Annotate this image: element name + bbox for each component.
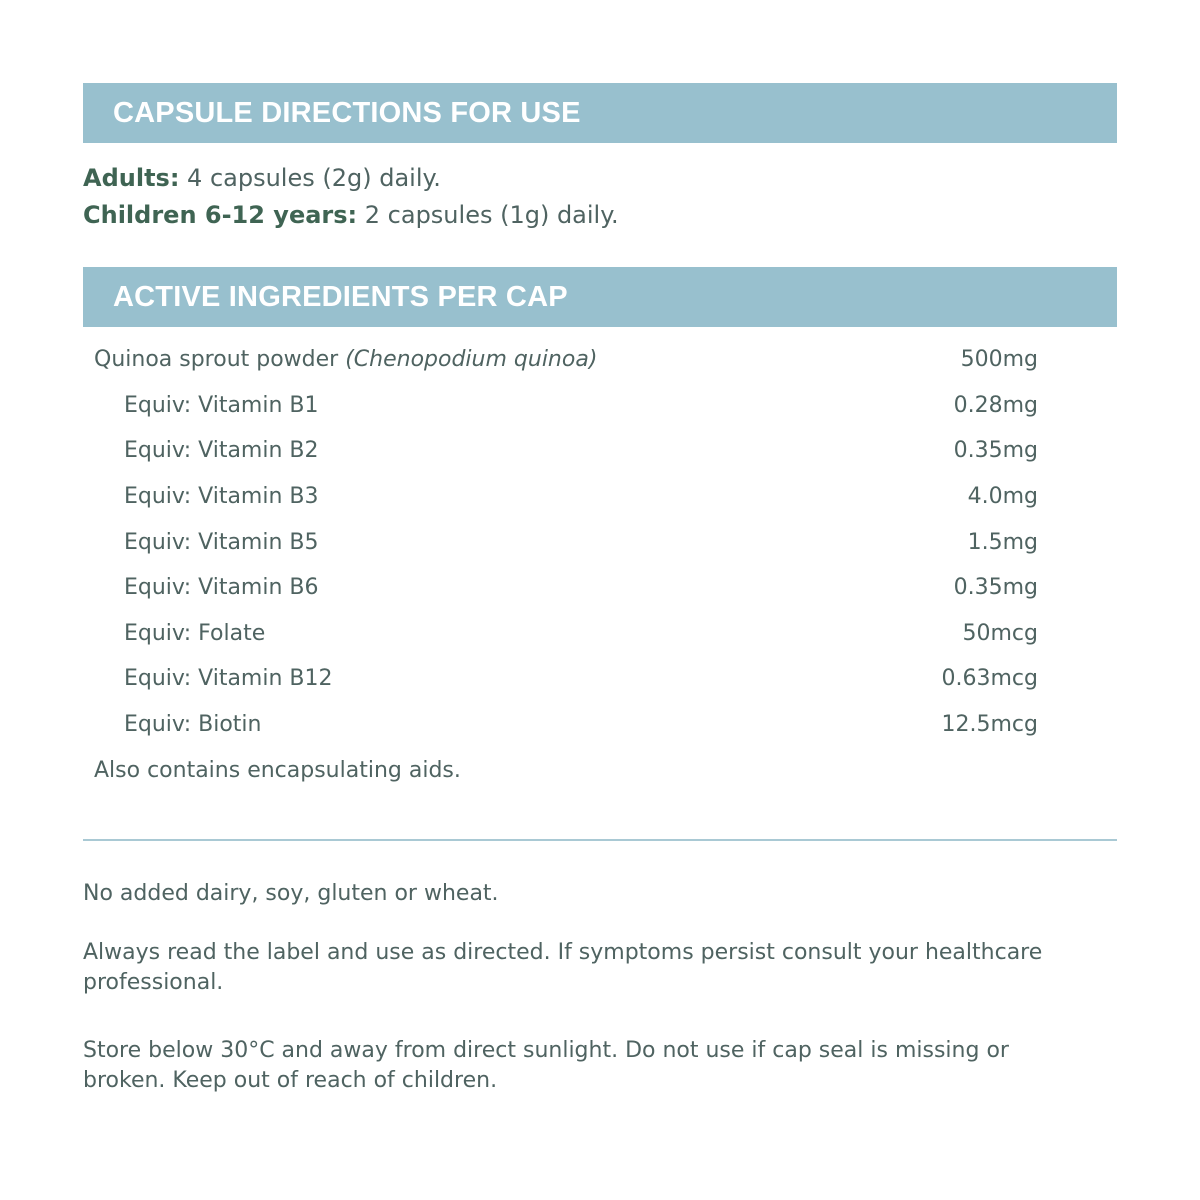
directions-header-title: CAPSULE DIRECTIONS FOR USE	[113, 96, 581, 129]
ingredient-amount: 12.5mcg	[941, 712, 1038, 738]
ingredient-name: Equiv: Vitamin B6	[124, 575, 319, 601]
usage-warning-note: Always read the label and use as directed. If symptoms persist consult your healthcare professional.	[83, 940, 1043, 995]
directions-header	[83, 83, 1117, 143]
directions-line-adults	[83, 160, 1083, 197]
ingredient-name: Equiv: Biotin	[124, 712, 262, 738]
allergen-note: No added dairy, soy, gluten or wheat.	[83, 881, 499, 906]
ingredient-row	[94, 428, 1038, 474]
ingredient-row	[94, 474, 1038, 520]
ingredient-amount: 1.5mg	[967, 529, 1038, 555]
ingredient-row	[94, 383, 1038, 429]
ingredient-amount: 0.63mcg	[941, 666, 1038, 692]
ingredient-row	[94, 656, 1038, 702]
directions-line-children	[83, 197, 1083, 234]
ingredients-header-title: ACTIVE INGREDIENTS PER CAP	[113, 280, 568, 313]
ingredient-amount: 0.35mg	[953, 575, 1038, 601]
ingredient-latin-name: (Chenopodium quinoa)	[345, 347, 598, 373]
directions-label: Adults:	[83, 164, 180, 192]
ingredient-name	[94, 347, 597, 372]
ingredient-row	[94, 565, 1038, 611]
ingredient-amount: 0.28mg	[953, 392, 1038, 418]
ingredient-amount: 500mg	[960, 347, 1038, 373]
ingredient-row	[94, 519, 1038, 565]
directions-block	[83, 160, 1083, 234]
storage-note: Store below 30°C and away from direct sunlight. Do not use if cap seal is missing or broken. Keep out of reach of children.	[83, 1038, 1009, 1093]
directions-text: 2 capsules (1g) daily.	[357, 201, 619, 229]
ingredient-name: Equiv: Vitamin B12	[124, 666, 333, 692]
section-divider	[83, 839, 1117, 841]
ingredient-amount: 0.35mg	[953, 438, 1038, 464]
directions-label: Children 6-12 years:	[83, 201, 358, 229]
ingredient-row-main	[94, 337, 1038, 383]
ingredient-amount: 50mcg	[962, 620, 1038, 646]
also-contains-note: Also contains encapsulating aids.	[94, 757, 461, 783]
directions-text: 4 capsules (2g) daily.	[179, 164, 441, 192]
ingredient-name: Equiv: Vitamin B2	[124, 438, 319, 464]
ingredient-name: Equiv: Vitamin B5	[124, 529, 319, 555]
ingredient-name: Equiv: Vitamin B3	[124, 484, 319, 510]
ingredient-row	[94, 611, 1038, 657]
ingredients-header	[83, 267, 1117, 327]
ingredient-amount: 4.0mg	[967, 484, 1038, 510]
ingredient-row	[94, 702, 1038, 748]
ingredients-list	[94, 337, 1038, 793]
ingredient-name: Equiv: Folate	[124, 620, 266, 646]
ingredient-name: Equiv: Vitamin B1	[124, 392, 319, 418]
ingredient-common-name: Quinoa sprout powder	[94, 347, 346, 373]
